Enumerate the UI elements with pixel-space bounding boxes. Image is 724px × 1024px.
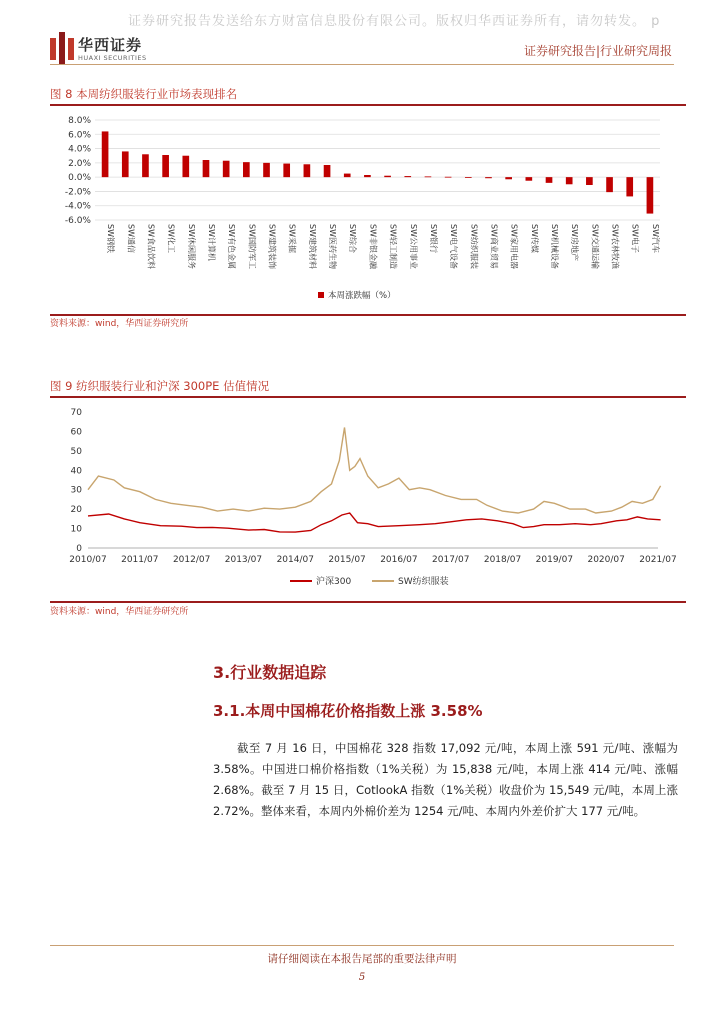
bar (162, 155, 169, 177)
x-tick-label: 2016/07 (380, 555, 418, 565)
x-tick-label: SW化工 (166, 224, 176, 253)
subsection-heading: 3.1.本周中国棉花价格指数上涨 3.58% (213, 702, 483, 720)
bar (344, 174, 351, 178)
bar (304, 164, 311, 177)
bar (384, 176, 391, 177)
bar (364, 175, 371, 177)
bar (526, 177, 533, 181)
bar (647, 177, 654, 213)
x-tick-label: SW食品饮料 (146, 224, 156, 269)
body-paragraph: 截至 7 月 16 日，中国棉花 328 指数 17,092 元/吨，本周上涨 591 元/吨、涨幅为 3.58%。中国进口棉价格指数（1%关税）为 15,838 元/吨，本周上涨 414 元/吨、涨幅 2.68%。截至 7 月 15 日，CotlookA 指数（1%关税）收盘价为 15,549 元/吨，本周上涨 2.72%。整体来看，本周内外棉价差为 1254 元/吨、本周内外差价扩大 177 元/吨。 (213, 741, 678, 818)
x-tick-label: 2011/07 (121, 555, 159, 565)
bar (102, 131, 109, 177)
x-tick-label: SW电子 (630, 224, 640, 253)
figure-8-title: 图 8 本周纺织服装行业市场表现排名 (50, 87, 238, 101)
bar (142, 154, 149, 177)
x-tick-label: SW休闲服务 (186, 224, 196, 269)
x-tick-label: SW钢铁 (106, 224, 116, 253)
series-line (88, 428, 661, 514)
x-tick-label: 2015/07 (328, 555, 366, 565)
watermark: 证券研究报告发送给东方财富信息股份有限公司。版权归华西证券所有，请勿转发。 p (128, 14, 661, 29)
bar (505, 177, 512, 179)
x-tick-label: SW传媒 (529, 224, 539, 253)
x-tick-label: SW通信 (126, 224, 136, 253)
bar (566, 177, 573, 184)
y-tick-label: -4.0% (64, 201, 91, 212)
bar (485, 177, 492, 178)
bar (263, 163, 270, 177)
x-tick-label: SW房地产 (570, 224, 580, 261)
x-tick-label: SW国防军工 (247, 224, 257, 269)
x-tick-label: 2012/07 (172, 555, 211, 565)
x-tick-label: SW银行 (428, 224, 438, 253)
logo-text: 华西证券 (78, 36, 143, 54)
y-tick-label: 0 (76, 544, 82, 554)
x-tick-label: SW轻工制造 (388, 224, 398, 269)
x-tick-label: SW公用事业 (408, 224, 418, 269)
legend-swatch (318, 292, 324, 298)
x-tick-label: SW商业贸易 (489, 224, 499, 269)
bar (445, 177, 452, 178)
figure-8-source: 资料来源：wind，华西证券研究所 (50, 319, 189, 329)
legal-notice: 请仔细阅读在本报告尾部的重要法律声明 (267, 953, 457, 965)
figure-8-top-rule (50, 104, 686, 106)
figure-9-bottom-rule (50, 601, 686, 603)
x-tick-label: SW建筑装饰 (267, 224, 277, 269)
report-type: 证券研究报告|行业研究周报 (523, 44, 672, 58)
y-tick-label: 20 (70, 505, 82, 516)
x-tick-label: 2017/07 (432, 555, 470, 565)
x-tick-label: SW医药生物 (328, 224, 338, 269)
header-divider (50, 64, 674, 65)
x-tick-label: SW有色金属 (227, 224, 237, 269)
logo-subtext: HUAXI SECURITIES (78, 54, 147, 62)
x-tick-label: 2018/07 (483, 555, 522, 565)
x-tick-label: 2010/07 (69, 555, 107, 565)
industry-ranking-chart (50, 108, 686, 314)
figure-9-source: 资料来源：wind，华西证券研究所 (50, 607, 189, 617)
bar (122, 151, 129, 177)
bar (223, 161, 230, 177)
x-tick-label: SW非银金融 (368, 224, 378, 269)
bar (626, 177, 633, 196)
bar (283, 164, 290, 178)
y-tick-label: 30 (70, 485, 82, 496)
legend-label: SW纺织服装 (398, 577, 449, 587)
bar (586, 177, 593, 185)
x-tick-label: SW机械设备 (550, 224, 560, 269)
y-tick-label: 0.0% (68, 173, 91, 184)
page-number: 5 (358, 972, 366, 983)
bar (546, 177, 553, 183)
y-tick-label: 50 (70, 446, 82, 457)
x-tick-label: SW电气设备 (449, 224, 459, 269)
series-line (88, 513, 661, 532)
bar (425, 176, 432, 177)
y-tick-label: 40 (70, 466, 82, 477)
x-tick-label: SW家用电器 (509, 224, 519, 269)
pe-valuation-chart (50, 400, 686, 600)
x-tick-label: SW计算机 (206, 224, 216, 261)
logo (50, 32, 170, 72)
x-tick-label: SW采掘 (287, 224, 297, 253)
footer-divider (50, 945, 674, 946)
y-tick-label: 4.0% (68, 144, 91, 155)
y-tick-label: 8.0% (68, 116, 91, 126)
y-tick-label: -6.0% (64, 216, 91, 226)
legend-label: 本周涨跌幅（%） (328, 291, 396, 301)
y-tick-label: 2.0% (68, 158, 91, 169)
x-tick-label: SW建筑材料 (307, 224, 317, 269)
bar (404, 176, 411, 177)
x-tick-label: 2020/07 (587, 555, 625, 565)
x-tick-label: 2013/07 (224, 555, 263, 565)
x-tick-label: SW纺织服装 (469, 224, 479, 269)
figure-9-title: 图 9 纺织服装行业和沪深 300PE 估值情况 (50, 379, 270, 393)
x-tick-label: 2014/07 (276, 555, 314, 565)
bar (243, 162, 250, 177)
y-tick-label: -2.0% (64, 187, 91, 198)
x-tick-label: SW汽车 (650, 224, 660, 253)
x-tick-label: 2021/07 (639, 555, 677, 565)
section-heading: 3.行业数据追踪 (213, 663, 327, 682)
x-tick-label: 2019/07 (535, 555, 574, 565)
y-tick-label: 70 (70, 408, 82, 418)
figure-9-top-rule (50, 396, 686, 398)
y-tick-label: 6.0% (68, 130, 91, 141)
x-tick-label: SW交通运输 (590, 224, 600, 269)
y-tick-label: 60 (70, 427, 82, 438)
x-tick-label: SW农林牧渔 (610, 224, 620, 269)
y-tick-label: 10 (70, 524, 82, 535)
bar (324, 165, 331, 177)
bar (203, 160, 210, 177)
bar (465, 177, 472, 178)
x-tick-label: SW综合 (348, 224, 358, 253)
bar (606, 177, 613, 192)
bar (182, 156, 189, 177)
legend-label: 沪深300 (316, 577, 352, 587)
logo-mark-icon (50, 32, 74, 64)
